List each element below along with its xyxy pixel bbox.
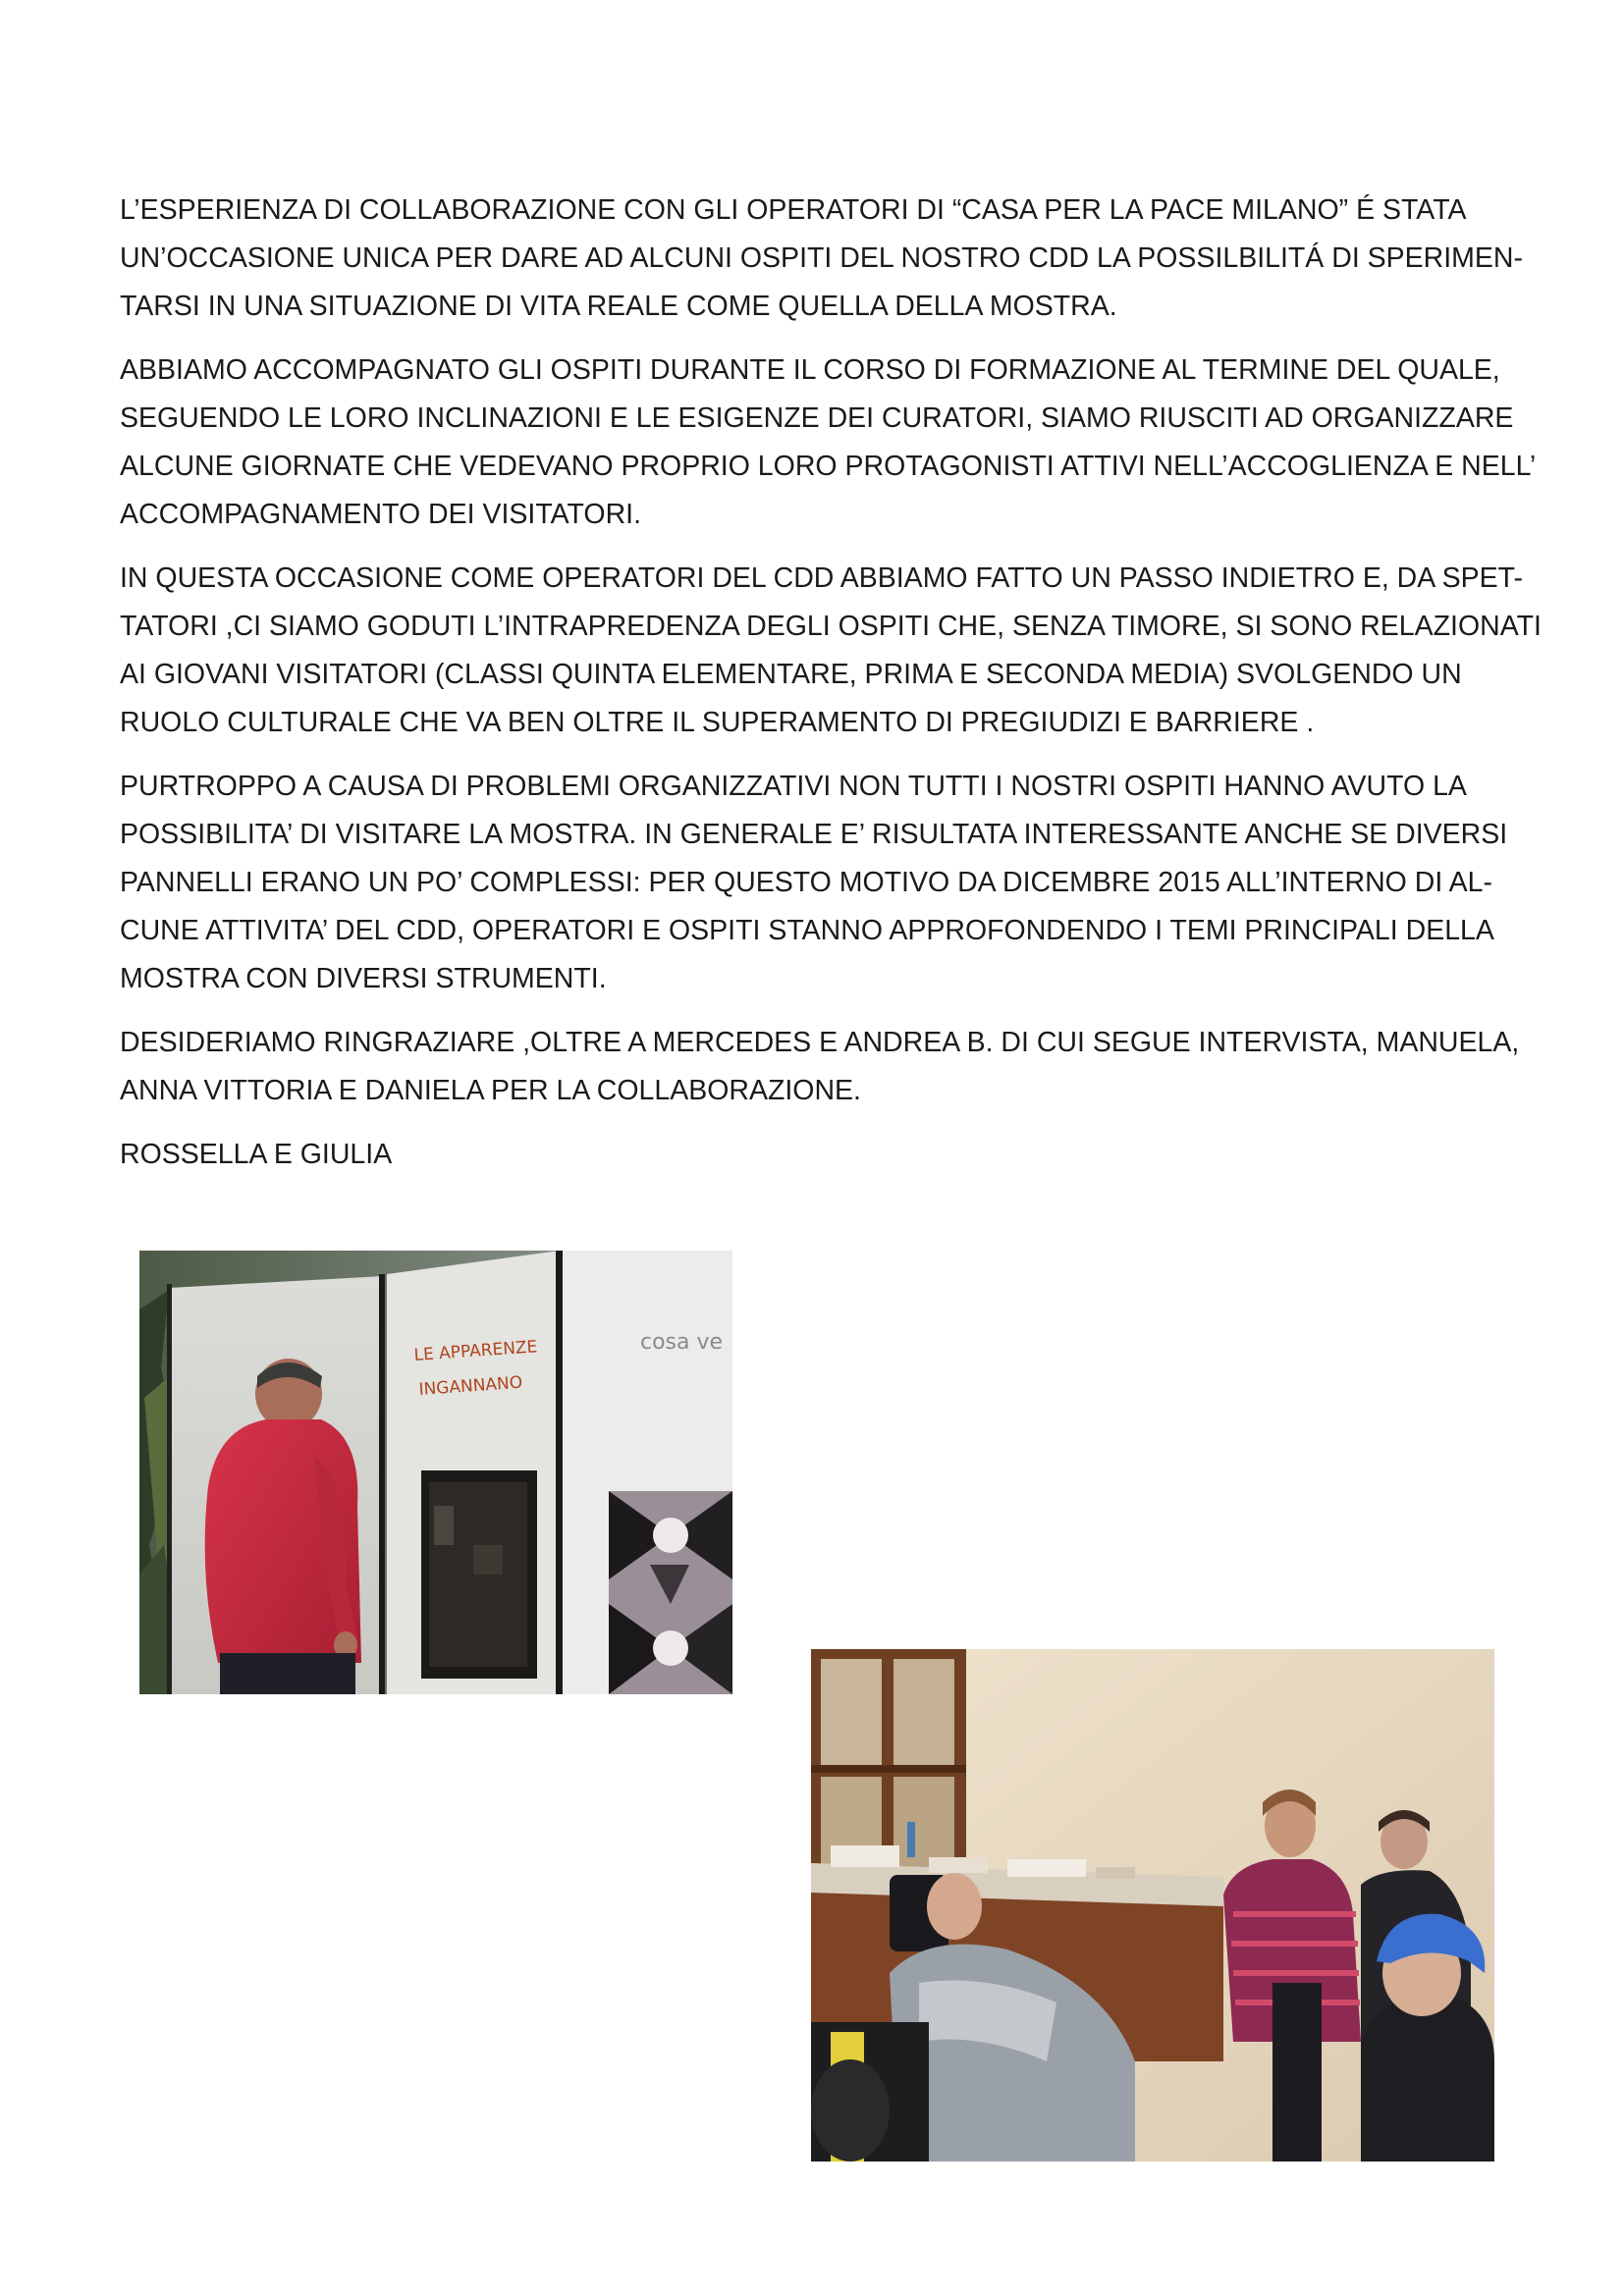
person-blue-helmet [1361, 1914, 1494, 2162]
text-line: L’ESPERIENZA DI COLLABORAZIONE CON GLI OPERATORI DI “CASA PER LA PACE MILANO” É STATA [120, 194, 1467, 226]
group-photo [811, 1649, 1494, 2162]
text-line: ACCOMPAGNAMENTO DEI VISITATORI. [120, 499, 642, 530]
panel-title-line1: LE APPARENZE [412, 1337, 538, 1365]
group-photo-image [811, 1649, 1494, 2162]
text-line: UN’OCCASIONE UNICA PER DARE AD ALCUNI OSPITI DEL NOSTRO CDD LA POSSILBILITÁ DI SPERIMEN- [120, 242, 1524, 274]
escher-artwork [609, 1491, 732, 1694]
paragraph-training [120, 347, 1537, 539]
text-line: ALCUNE GIORNATE CHE VEDEVANO PROPRIO LORO PROTAGONISTI ATTIVI NELL’ACCOGLIENZA E NELL’ [120, 451, 1537, 482]
text-line: IN QUESTA OCCASIONE COME OPERATORI DEL CDD ABBIAMO FATTO UN PASSO INDIETRO E, DA SPET- [120, 562, 1523, 594]
text-line: RUOLO CULTURALE CHE VA BEN OLTRE IL SUPERAMENTO DI PREGIUDIZI E BARRIERE . [120, 707, 1315, 738]
exhibit-photo-image [139, 1251, 732, 1694]
panel-title-line2: INGANNANO [417, 1372, 523, 1400]
signature-line: ROSSELLA E GIULIA [120, 1139, 393, 1170]
text-line: DESIDERIAMO RINGRAZIARE ,OLTRE A MERCEDES E ANDREA B. DI CUI SEGUE INTERVISTA, MANUELA, [120, 1027, 1520, 1058]
paragraph-occasion [120, 555, 1542, 747]
paragraph-problems [120, 763, 1514, 1003]
text-line: CUNE ATTIVITA’ DEL CDD, OPERATORI E OSPITI STANNO APPROFONDENDO I TEMI PRINCIPALI DELLA [120, 915, 1494, 946]
signature [120, 1131, 1514, 1179]
text-line: ABBIAMO ACCOMPAGNATO GLI OSPITI DURANTE IL CORSO DI FORMAZIONE AL TERMINE DEL QUALE, [120, 354, 1500, 386]
text-line: TARSI IN UNA SITUAZIONE DI VITA REALE COME QUELLA DELLA MOSTRA. [120, 291, 1117, 322]
text-line: AI GIOVANI VISITATORI (CLASSI QUINTA ELEMENTARE, PRIMA E SECONDA MEDIA) SVOLGENDO UN [120, 659, 1462, 690]
exhibit-photo [139, 1251, 732, 1694]
text-line: MOSTRA CON DIVERSI STRUMENTI. [120, 963, 607, 994]
panel-partial-text: cosa ve [640, 1330, 724, 1355]
text-line: ANNA VITTORIA E DANIELA PER LA COLLABORAZIONE. [120, 1075, 861, 1106]
text-line: POSSIBILITA’ DI VISITARE LA MOSTRA. IN GENERALE E’ RISULTATA INTERESSANTE ANCHE SE DIVERSI [120, 819, 1508, 850]
text-line: TATORI ,CI SIAMO GODUTI L’INTRAPREDENZA DEGLI OSPITI CHE, SENZA TIMORE, SI SONO RELAZIONATI [120, 611, 1542, 642]
text-line: SEGUENDO LE LORO INCLINAZIONI E LE ESIGENZE DEI CURATORI, SIAMO RIUSCITI AD ORGANIZZARE [120, 402, 1514, 434]
paragraph-thanks [120, 1019, 1520, 1115]
text-line: PURTROPPO A CAUSA DI PROBLEMI ORGANIZZATIVI NON TUTTI I NOSTRI OSPITI HANNO AVUTO LA [120, 771, 1467, 802]
text-line: PANNELLI ERANO UN PO’ COMPLESSI: PER QUESTO MOTIVO DA DICEMBRE 2015 ALL’INTERNO DI AL- [120, 867, 1492, 898]
paragraph-intro [120, 187, 1524, 331]
article-body [120, 187, 1542, 1195]
